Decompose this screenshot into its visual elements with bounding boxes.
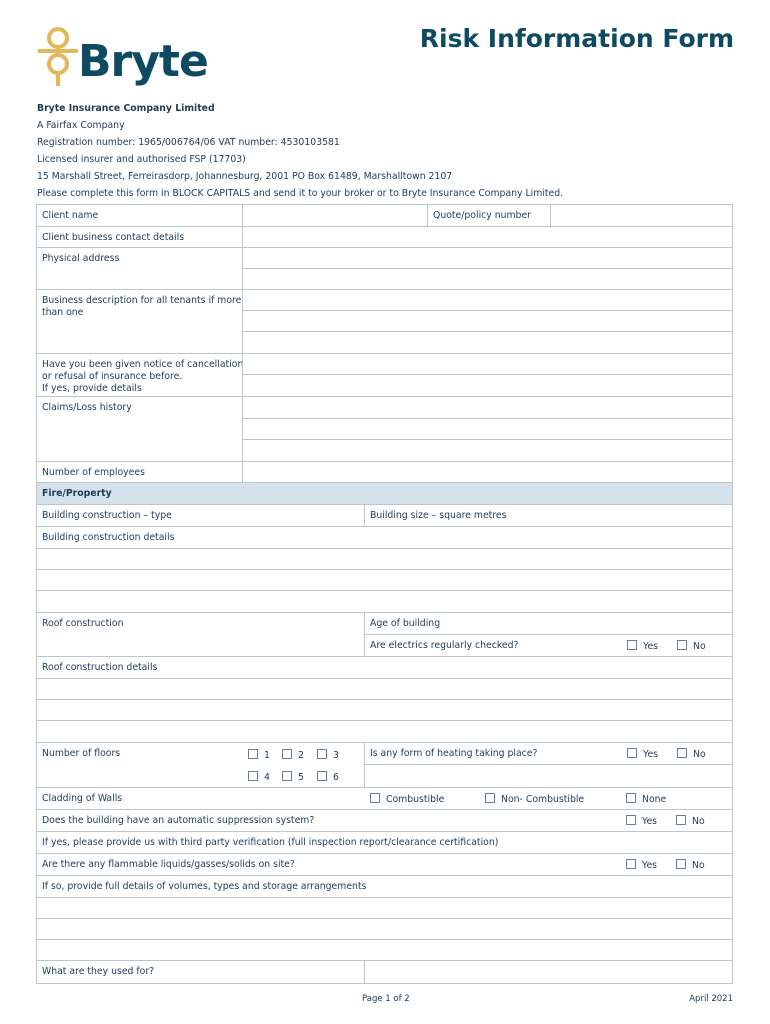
building-size-cell[interactable]: [364, 505, 732, 526]
business-description-label: Business description for all tenants if more than one: [42, 295, 242, 318]
cladding-row: [37, 788, 732, 810]
client-name-field[interactable]: [242, 205, 427, 226]
heating-blank-cell[interactable]: [364, 765, 732, 787]
option-yes-label: Yes: [642, 860, 658, 871]
floor-3-label: 3: [333, 750, 339, 761]
flammables-label: Are there any flammable liquids/gasses/solids on site?: [42, 859, 295, 870]
claims-field-2[interactable]: [242, 419, 732, 440]
electrics-label: Are electrics regularly checked?: [370, 640, 519, 651]
floor-1-label: 1: [264, 750, 270, 761]
floor-option-6[interactable]: [317, 771, 339, 783]
floors-row: [37, 743, 732, 788]
cancellation-label: [42, 359, 243, 395]
construction-details-line-1[interactable]: [37, 549, 732, 570]
bryte-knot-icon: [36, 26, 80, 88]
cladding-combustible-option[interactable]: [370, 793, 444, 805]
checkbox-icon[interactable]: [317, 749, 327, 759]
checkbox-icon[interactable]: [676, 815, 686, 825]
checkbox-icon[interactable]: [485, 793, 495, 803]
contact-details-label: Client business contact details: [42, 232, 185, 243]
roof-details-line-3[interactable]: [37, 721, 732, 743]
building-size-label: Building size – square metres: [370, 510, 507, 521]
heating-cell: [364, 743, 732, 765]
cladding-label: Cladding of Walls: [42, 793, 123, 804]
flammables-row: [37, 854, 732, 876]
employees-label: Number of employees: [42, 467, 145, 478]
heating-label: Is any form of heating taking place?: [370, 748, 538, 759]
business-description-field-3[interactable]: [242, 332, 732, 353]
roof-details-row[interactable]: [37, 657, 732, 679]
cancellation-field-2[interactable]: [242, 375, 732, 396]
client-name-row: [37, 205, 732, 227]
company-address: 15 Marshall Street, Ferreirasdorp, Johannesburg, 2001 PO Box 61489, Marshalltown 2107: [37, 171, 453, 182]
claims-field-3[interactable]: [242, 440, 732, 461]
cancellation-field-1[interactable]: [242, 354, 732, 375]
client-name-label: Client name: [42, 210, 99, 221]
checkbox-icon[interactable]: [282, 749, 292, 759]
option-no-label: No: [692, 860, 705, 871]
heating-yes-option[interactable]: [627, 748, 658, 760]
quote-policy-field[interactable]: [550, 205, 732, 226]
checkbox-icon[interactable]: [370, 793, 380, 803]
option-no-label: No: [693, 641, 706, 652]
checkbox-icon[interactable]: [677, 748, 687, 758]
used-for-label: What are they used for?: [42, 966, 155, 977]
suppression-yes-option[interactable]: [626, 815, 657, 827]
quote-policy-label-cell: [427, 205, 550, 226]
roof-details-label: Roof construction details: [42, 662, 158, 673]
floor-option-4[interactable]: [248, 771, 270, 783]
page-number: Page 1 of 2: [362, 994, 410, 1004]
suppression-row: [37, 810, 732, 832]
floors-label: Number of floors: [42, 748, 121, 759]
logo-wordmark: Bryte: [78, 36, 208, 87]
used-for-field[interactable]: [364, 961, 732, 983]
company-licence: Licensed insurer and authorised FSP (17703): [37, 154, 246, 165]
cancellation-label-line-2: or refusal of insurance before.: [42, 371, 183, 382]
company-parent: A Fairfax Company: [37, 120, 125, 131]
checkbox-icon[interactable]: [626, 859, 636, 869]
cladding-none-option[interactable]: [626, 793, 666, 805]
checkbox-icon[interactable]: [248, 749, 258, 759]
business-description-field-1[interactable]: [242, 290, 732, 311]
suppression-label: Does the building have an automatic suppression system?: [42, 815, 315, 826]
claims-label: Claims/Loss history: [42, 402, 132, 413]
bryte-logo: [36, 26, 216, 96]
flammables-yes-option[interactable]: [626, 859, 657, 871]
employees-row: [37, 462, 732, 483]
floor-option-5[interactable]: [282, 771, 304, 783]
physical-address-label: Physical address: [42, 253, 120, 264]
company-registration: Registration number: 1965/006764/06 VAT number: 4530103581: [37, 137, 340, 148]
checkbox-icon[interactable]: [627, 748, 637, 758]
electrics-yes-option[interactable]: [627, 640, 658, 652]
used-for-row: [37, 961, 732, 983]
third-party-label: If yes, please provide us with third party verification (full inspection report/clearance certification): [42, 837, 499, 848]
checkbox-icon[interactable]: [248, 771, 258, 781]
contact-details-row: [37, 227, 732, 248]
floor-5-label: 5: [298, 772, 304, 783]
electrics-no-option[interactable]: [677, 640, 706, 652]
contact-details-field[interactable]: [242, 227, 732, 247]
age-of-building-cell[interactable]: [364, 613, 732, 635]
cladding-non-combustible-option[interactable]: [485, 793, 584, 805]
cancellation-label-line-3: If yes, provide details: [42, 383, 142, 394]
claims-field-1[interactable]: [242, 397, 732, 419]
roof-construction-row: [37, 613, 732, 657]
construction-details-line-2[interactable]: [37, 570, 732, 591]
quote-policy-label: Quote/policy number: [433, 210, 532, 221]
checkbox-icon[interactable]: [317, 771, 327, 781]
electrics-cell: [364, 635, 732, 656]
volumes-label: If so, provide full details of volumes, types and storage arrangements: [42, 881, 367, 892]
construction-details-label: Building construction details: [42, 532, 175, 543]
construction-type-row: [37, 505, 732, 527]
form-instruction: Please complete this form in BLOCK CAPITALS and send it to your broker or to Bryte Insurance Company Limited.: [37, 188, 564, 199]
checkbox-icon[interactable]: [677, 640, 687, 650]
floor-option-2[interactable]: [282, 749, 304, 761]
checkbox-icon[interactable]: [626, 815, 636, 825]
checkbox-icon[interactable]: [282, 771, 292, 781]
heating-no-option[interactable]: [677, 748, 706, 760]
fire-property-section: [37, 483, 732, 505]
construction-details-row[interactable]: [37, 527, 732, 549]
construction-type-label: Building construction – type: [42, 510, 172, 521]
company-name: Bryte Insurance Company Limited: [37, 103, 215, 114]
checkbox-icon[interactable]: [676, 859, 686, 869]
roof-details-line-1[interactable]: [37, 679, 732, 700]
checkbox-icon[interactable]: [627, 640, 637, 650]
cancellation-label-line-1: Have you been given notice of cancellation: [42, 359, 244, 370]
option-no-label: No: [693, 749, 706, 760]
footer-date: April 2021: [689, 994, 733, 1004]
cancellation-row: [37, 354, 732, 397]
option-yes-label: Yes: [643, 641, 659, 652]
roof-construction-label: Roof construction: [42, 618, 124, 629]
company-info: [37, 100, 563, 202]
construction-details-line-3[interactable]: [37, 591, 732, 613]
age-of-building-label: Age of building: [370, 618, 441, 629]
floor-4-label: 4: [264, 772, 270, 783]
option-no-label: No: [692, 816, 705, 827]
floor-2-label: 2: [298, 750, 304, 761]
physical-address-field-2[interactable]: [242, 269, 732, 289]
volumes-row[interactable]: [37, 876, 732, 898]
non-combustible-label: Non- Combustible: [501, 794, 585, 805]
employees-field[interactable]: [242, 462, 732, 482]
suppression-no-option[interactable]: [676, 815, 705, 827]
floor-option-1[interactable]: [248, 749, 270, 761]
roof-details-line-2[interactable]: [37, 700, 732, 721]
physical-address-row: [37, 248, 732, 290]
volumes-line-2[interactable]: [37, 919, 732, 940]
option-yes-label: Yes: [642, 816, 658, 827]
business-description-field-2[interactable]: [242, 311, 732, 332]
flammables-no-option[interactable]: [676, 859, 705, 871]
fire-property-heading: Fire/Property: [42, 488, 112, 499]
checkbox-icon[interactable]: [626, 793, 636, 803]
floor-option-3[interactable]: [317, 749, 339, 761]
page-title: Risk Information Form: [419, 24, 734, 53]
business-description-row: [37, 290, 732, 354]
option-yes-label: Yes: [643, 749, 659, 760]
claims-row: [37, 397, 732, 462]
volumes-line-3[interactable]: [37, 940, 732, 961]
physical-address-field-1[interactable]: [242, 248, 732, 269]
combustible-label: Combustible: [386, 794, 445, 805]
risk-form: [36, 204, 733, 984]
floor-6-label: 6: [333, 772, 339, 783]
third-party-row[interactable]: [37, 832, 732, 854]
volumes-line-1[interactable]: [37, 898, 732, 919]
none-label: None: [642, 794, 667, 805]
